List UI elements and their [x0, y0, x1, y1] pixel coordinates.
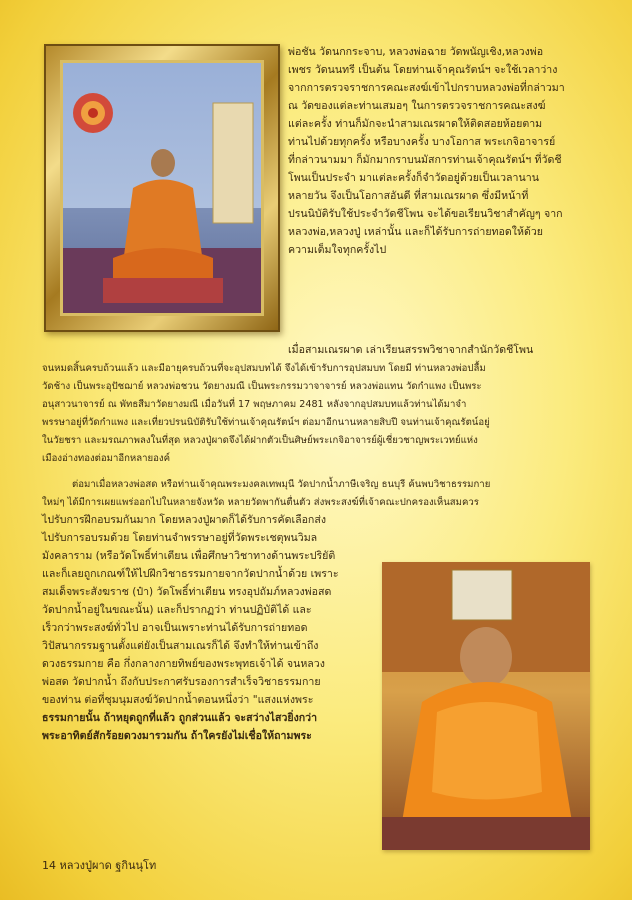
paragraph-line: ธรรมกายนั้น ถ้าหยุดถูกที่แล้ว ถูกส่วนแล้ว จะสว่างไสวยิ่งกว่า — [42, 712, 318, 724]
paragraph-line: วัดช้าง เป็นพระอุปัชฌาย์ หลวงพ่อชวน วัดยางมณี เป็นพระกรรมวาจาจารย์ หลวงพ่อแทน วัดกำแพง เป็นพระ — [42, 381, 482, 392]
paragraph-line: พ่อสด วัดปากน้ำ ถึงกับประกาศรับรองการสำเร็จวิชาธรรมกาย — [42, 676, 321, 688]
paragraph-line: สมเด็จพระสังฆราช (ป๋า) วัดโพธิ์ท่าเตียน ทรงอุปถัมภ์หลวงพ่อสด — [42, 586, 332, 598]
paragraph-line: ณ วัดของแต่ละท่านเสมอๆ ในการตรวจราชการคณะสงฆ์ — [288, 100, 546, 112]
paragraph-line: เร็วกว่าพระสงฆ์ทั่วไป อาจเป็นเพราะท่านได้รับการถ่ายทอด — [42, 622, 308, 634]
paragraph-line: วิปัสนากรรมฐานตั้งแต่ยังเป็นสามเณรก็ได้ จึงทำให้ท่านเข้าถึง — [42, 640, 319, 652]
paragraph-line: ที่กล่าวนามมา ก็มักมากราบนมัสการท่านเจ้าคุณรัตน์ฯ ที่วัดชี — [288, 154, 562, 166]
paragraph-line: เพชร วัดนนทรี เป็นต้น โดยท่านเจ้าคุณรัตน์ฯ จะใช้เวลาว่าง — [288, 64, 558, 76]
paragraph-line: และก็เลยถูกเกณฑ์ให้ไปฝึกวิชาธรรมกายจากวัดปากน้ำด้วย เพราะ — [42, 568, 339, 580]
paragraph-line: ปรนนิบัติรับใช้ประจำวัดชีโพน จะได้ขอเรียนวิชาสำคัญๆ จาก — [288, 208, 563, 220]
paragraph-line: แต่ละครั้ง ท่านก็มักจะนำสามเณรผาดให้ติดสอยห้อยตาม — [288, 118, 543, 130]
paragraph-line: พระอาทิตย์สักร้อยดวงมารวมกัน ถ้าใครยังไม่เชื่อให้ถามพระ — [42, 730, 312, 742]
paragraph-line: ไปรับการอบรมด้วย โดยท่านจำพรรษาอยู่ที่วัดพระเชตุพนวิมล — [42, 532, 318, 544]
paragraph-line: เมืองอ่างทองต่อมาอีกหลายองค์ — [42, 453, 171, 464]
paragraph-line: จนหมดสิ้นครบถ้วนแล้ว และมีอายุครบถ้วนที่จะอุปสมบทได้ จึงได้เข้ารับการอุปสมบท โดยมี ท่านหลวงพ่อปลื้ม — [42, 363, 486, 374]
paragraph-line: โพนเป็นประจำ มาแต่ละครั้งก็จำวัดอยู่ด้วยเป็นเวลานาน — [288, 172, 539, 184]
paragraph-line: ต่อมาเมื่อหลวงพ่อสด หรือท่านเจ้าคุณพระมงคลเทพมุนี วัดปากน้ำภาษีเจริญ ธนบุรี ค้นพบวิชาธรรมกาย — [72, 479, 491, 490]
paragraph-line: ในวัยชรา และมรณภาพลงในที่สุด หลวงปู่ผาดจึงได้ฝากตัวเป็นศิษย์พระเกจิอาจารย์ผู้เชี่ยวชาญพระเวทย์แห่ง — [42, 435, 478, 446]
page-footer: 14 หลวงปู่ผาด ฐกินนุโท — [42, 859, 157, 872]
paragraph-line: ไปรับการฝึกอบรมกันมาก โดยหลวงปู่ผาดก็ได้รับการคัดเลือกส่ง — [42, 514, 326, 526]
paragraph-line: พรรษาอยู่ที่วัดกำแพง และเที่ยวปรนนิบัติรับใช้ท่านเจ้าคุณรัตน์ฯ ต่อมาอีกนานหลายสิบปี จนท่านเจ้าคุณรัตน์อยู่ — [42, 417, 490, 428]
paragraph-line: ใหม่ๆ ได้มีการเผยแพร่ออกไปในหลายจังหวัด หลายวัดพากันตื่นตัว ส่งพระสงฆ์ที่เจ้าคณะปกครองเห็นสมควร — [42, 497, 479, 508]
paragraph-line: ของท่าน ต่อที่ชุมนุมสงฆ์วัดปากน้ำตอนหนึ่งว่า "แสงแห่งพระ — [42, 694, 314, 706]
paragraph-line: พ่อชัน วัดนกกระจาบ, หลวงพ่อฉาย วัดพนัญเชิง,หลวงพ่อ — [288, 46, 544, 58]
paragraph-line: หลายวัน จึงเป็นโอกาสอันดี ที่สามเณรผาด ซึ่งมีหน้าที่ — [288, 190, 529, 202]
paragraph-line: มังคลาราม (หรือวัดโพธิ์ท่าเตียน เพื่อศึกษาวิชาทางด้านพระปริยัติ — [42, 550, 336, 562]
paragraph-line: จากการตรวจราชการคณะสงฆ์เข้าไปกราบหลวงพ่อที่กล่าวมา — [288, 82, 565, 94]
paragraph-line: ดวงธรรมกาย คือ กึ่งกลางกายทิพย์ของพระพุทธเจ้าได้ จนหลวง — [42, 658, 325, 670]
paragraph-line: หลวงพ่อ,หลวงปู่ เหล่านั้น และก็ได้รับการถ่ายทอดให้ด้วย — [288, 226, 543, 238]
paragraph-line: วัดปากน้ำอยู่ในขณะนั้น) และก็ปรากฏว่า ท่านปฏิบัติได้ และ — [42, 604, 312, 616]
paragraph-line: อนุสาวนาจารย์ ณ พัทธสีมาวัดยางมณี เมื่อวันที่ 17 พฤษภาคม 2481 หลังจากอุปสมบทแล้วท่านได้มาจำ — [42, 399, 467, 410]
paragraph-line: เมื่อสามเณรผาด เล่าเรียนสรรพวิชาจากสำนักวัดชีโพน — [288, 344, 534, 356]
paragraph-line: ท่านไปด้วยทุกครั้ง หรือบางครั้ง บางโอกาส พระเกจิอาจารย์ — [288, 136, 556, 148]
paragraph-line: ความเต็มใจทุกครั้งไป — [288, 244, 387, 256]
